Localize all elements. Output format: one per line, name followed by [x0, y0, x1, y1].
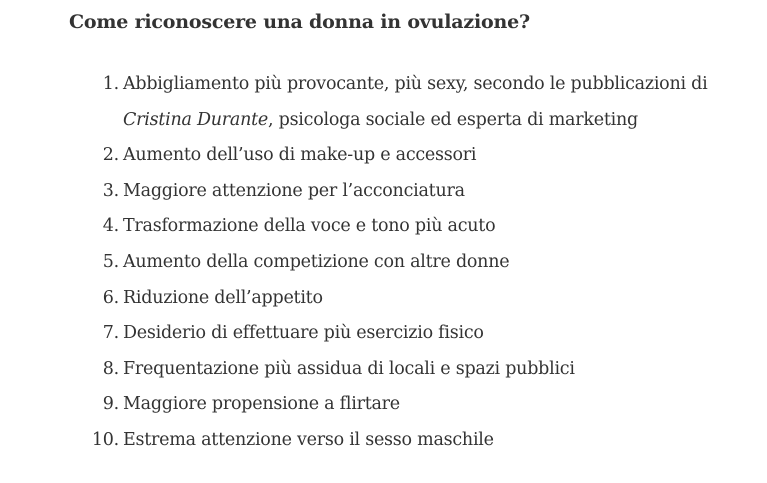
list-item-text: Aumento della competizione con altre donne [123, 251, 510, 272]
list-item-number: 1. [102, 74, 119, 94]
list-item-text: Riduzione dell’appetito [123, 287, 323, 308]
ovulation-signs-list [88, 67, 728, 459]
list-item-text: Frequentazione più assidua di locali e spazi pubblici [123, 358, 575, 379]
list-item-number: 3. [102, 180, 119, 201]
list-item-text: Trasformazione della voce e tono più acuto [123, 216, 496, 237]
list-item-text: Maggiore propensione a flirtare [123, 394, 400, 415]
list-item [88, 352, 728, 388]
list-item-number: 7. [102, 323, 119, 344]
list-item [88, 316, 728, 352]
list-item-text: Maggiore attenzione per l’acconciatura [123, 180, 465, 201]
list-item-number: 4. [102, 216, 119, 237]
list-item [88, 245, 728, 281]
list-item [88, 209, 728, 245]
list-item-text: Desiderio di effettuare più esercizio fisico [123, 323, 484, 344]
list-item-number: 5. [102, 251, 119, 272]
list-item [88, 138, 728, 174]
article-heading: Come riconoscere una donna in ovulazione? [69, 11, 530, 33]
list-item-number: 2. [102, 145, 119, 166]
author-name: Cristina Durante [123, 109, 268, 130]
list-item [88, 174, 728, 210]
list-item-number: 8. [102, 358, 119, 379]
list-item-number: 6. [102, 287, 119, 308]
list-item-text-continued: , psicologa sociale ed esperta di marketing [268, 109, 638, 130]
list-item [88, 387, 728, 423]
list-item [88, 67, 728, 138]
list-item [88, 281, 728, 317]
list-item-text: Aumento dell’uso di make-up e accessori [123, 145, 477, 166]
list-item-text: Estrema attenzione verso il sesso maschile [123, 429, 494, 450]
list-item-number: 10. [91, 429, 119, 450]
list-item-number: 9. [102, 394, 119, 415]
list-item [88, 423, 728, 459]
list-item-text: Abbigliamento più provocante, più sexy, secondo le pubblicazioni di [123, 74, 708, 94]
